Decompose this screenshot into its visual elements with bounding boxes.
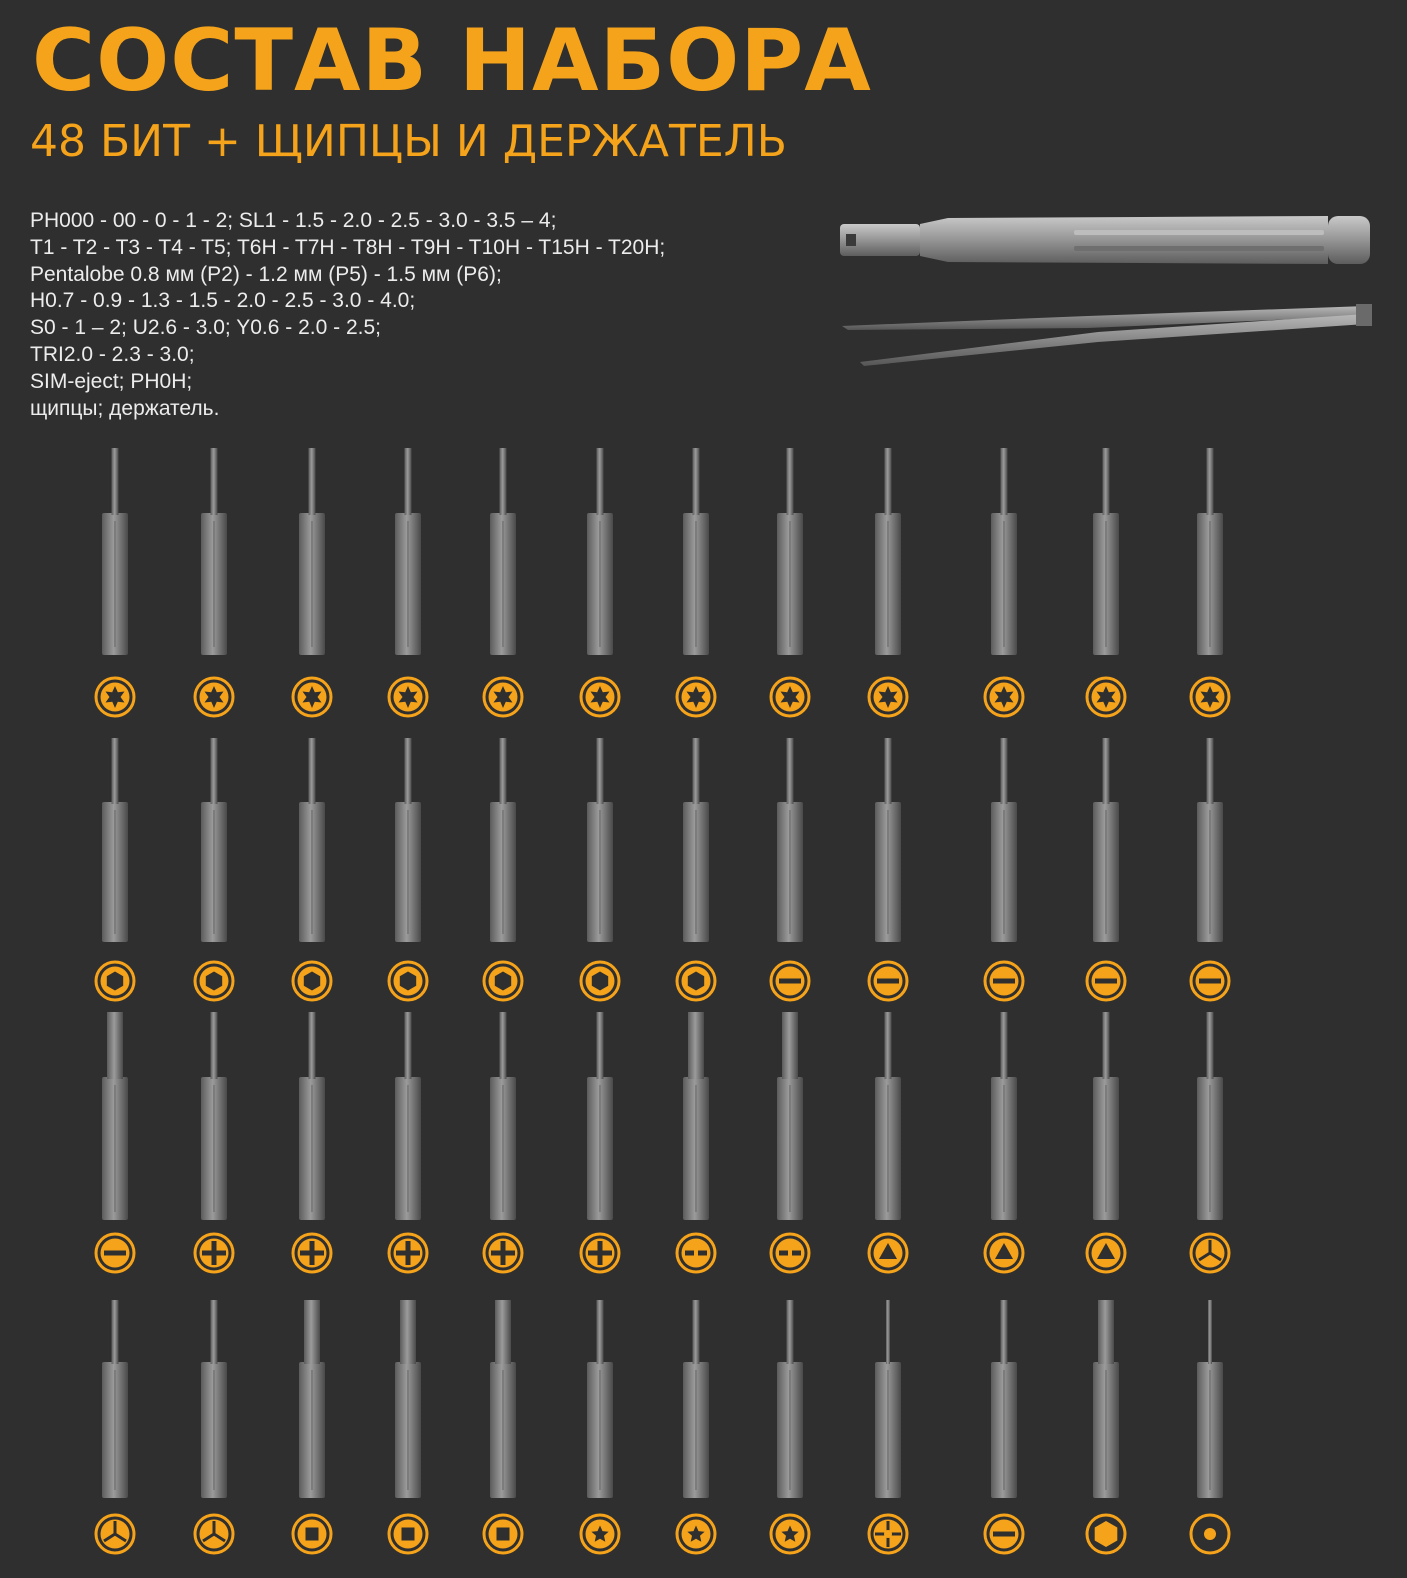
phillips-icon [386,1231,430,1279]
bit-pentalobe [678,1298,714,1498]
bit-hex [196,736,232,942]
bit-slot [772,736,808,942]
triangle-icon [1084,1231,1128,1279]
spec-line: щипцы; держатель. [30,396,220,420]
page-subtitle: 48 БИТ + ЩИПЦЫ И ДЕРЖАТЕЛЬ [30,116,787,167]
bit-square [390,1298,426,1498]
y-shape-icon [1188,1231,1232,1279]
bit-torx [485,446,521,655]
bit-torx [870,446,906,655]
torx-icon [192,675,236,723]
hex-icon [674,959,718,1007]
torx-icon [768,675,812,723]
bit-hex [97,736,133,942]
spec-line: TRI2.0 - 2.3 - 3.0; [30,342,195,366]
bit-slot-wide [97,1010,133,1220]
phillips-icon [481,1231,525,1279]
bit-phillips [485,1010,521,1220]
bit-slot [1192,736,1228,942]
slot-icon [982,1512,1026,1560]
slot-icon [866,959,910,1007]
torx-icon [866,675,910,723]
bit-torx [1088,446,1124,655]
bit-hex [678,736,714,942]
torx-icon [578,675,622,723]
square-icon [481,1512,525,1560]
spec-line: Pentalobe 0.8 мм (P2) - 1.2 мм (P5) - 1.5 мм (P6); [30,262,502,286]
pentalobe-icon [578,1512,622,1560]
bit-torx [1192,446,1228,655]
cross-ring-icon [866,1512,910,1560]
torx-icon [1084,675,1128,723]
bit-pentalobe [772,1298,808,1498]
bit-hex [294,736,330,942]
bit-sim-pin [1192,1298,1228,1498]
bit-torx [196,446,232,655]
torx-icon [674,675,718,723]
spec-line: H0.7 - 0.9 - 1.3 - 1.5 - 2.0 - 2.5 - 3.0 - 4.0; [30,289,416,313]
bit-triangle [870,1010,906,1220]
bit-torx [97,446,133,655]
bit-slot [986,1298,1022,1498]
u-shape-icon [768,1231,812,1279]
bit-phillips [582,1010,618,1220]
triangle-icon [982,1231,1026,1279]
y-shape-icon [192,1512,236,1560]
bit-phillips [294,1010,330,1220]
bit-triangle [1088,1010,1124,1220]
slot-icon [1084,959,1128,1007]
holder-icon [840,216,1370,264]
square-icon [386,1512,430,1560]
bit-square [485,1298,521,1498]
bit-torx [582,446,618,655]
tweezers-icon [842,304,1372,366]
hex-icon [386,959,430,1007]
bit-u-shape [772,1010,808,1220]
bit-y-shape [97,1298,133,1498]
bit-square [294,1298,330,1498]
bit-triangle [986,1010,1022,1220]
phillips-icon [192,1231,236,1279]
bit-cross-ph0h [870,1298,906,1498]
hexagon-icon [1084,1512,1128,1560]
triangle-icon [866,1231,910,1279]
bit-torx [986,446,1022,655]
hex-icon [93,959,137,1007]
page-title: СОСТАВ НАБОРА [32,11,872,111]
torx-icon [290,675,334,723]
slot-icon [768,959,812,1007]
hex-icon [481,959,525,1007]
bit-row [0,1280,1407,1290]
bit-slot [870,736,906,942]
hex-icon [290,959,334,1007]
slot-icon [982,959,1026,1007]
phillips-icon [290,1231,334,1279]
spec-line: S0 - 1 – 2; U2.6 - 3.0; Y0.6 - 2.0 - 2.5; [30,316,381,340]
torx-icon [93,675,137,723]
spec-line: PH000 - 00 - 0 - 1 - 2; SL1 - 1.5 - 2.0 - 2.5 - 3.0 - 3.5 – 4; [30,209,557,232]
spec-line: SIM-eject; PH0H; [30,369,193,393]
bit-pentalobe [582,1298,618,1498]
spec-line: T1 - T2 - T3 - T4 - T5; T6H - T7H - T8H - T9H - T10H - T15H - T20H; [30,235,666,259]
bit-u-shape [678,1010,714,1220]
u-shape-icon [674,1231,718,1279]
bit-y-shape [196,1298,232,1498]
slot-icon [1188,959,1232,1007]
bit-torx [678,446,714,655]
square-icon [290,1512,334,1560]
bit-slot [1088,736,1124,942]
torx-icon [481,675,525,723]
slot-icon [93,1231,137,1279]
torx-icon [982,675,1026,723]
pentalobe-icon [768,1512,812,1560]
bit-y-shape [1192,1010,1228,1220]
bit-phillips [390,1010,426,1220]
torx-icon [1188,675,1232,723]
bit-torx [294,446,330,655]
bit-slot [986,736,1022,942]
hex-icon [578,959,622,1007]
bit-hex-large [1088,1298,1124,1498]
spec-list [30,208,810,422]
bit-hex [582,736,618,942]
bit-hex [390,736,426,942]
torx-icon [386,675,430,723]
phillips-icon [578,1231,622,1279]
hex-icon [192,959,236,1007]
dot-icon [1188,1512,1232,1560]
bit-phillips [196,1010,232,1220]
pentalobe-icon [674,1512,718,1560]
y-shape-icon [93,1512,137,1560]
bit-hex [485,736,521,942]
bit-torx [772,446,808,655]
tools-illustration [838,200,1378,380]
bit-torx [390,446,426,655]
